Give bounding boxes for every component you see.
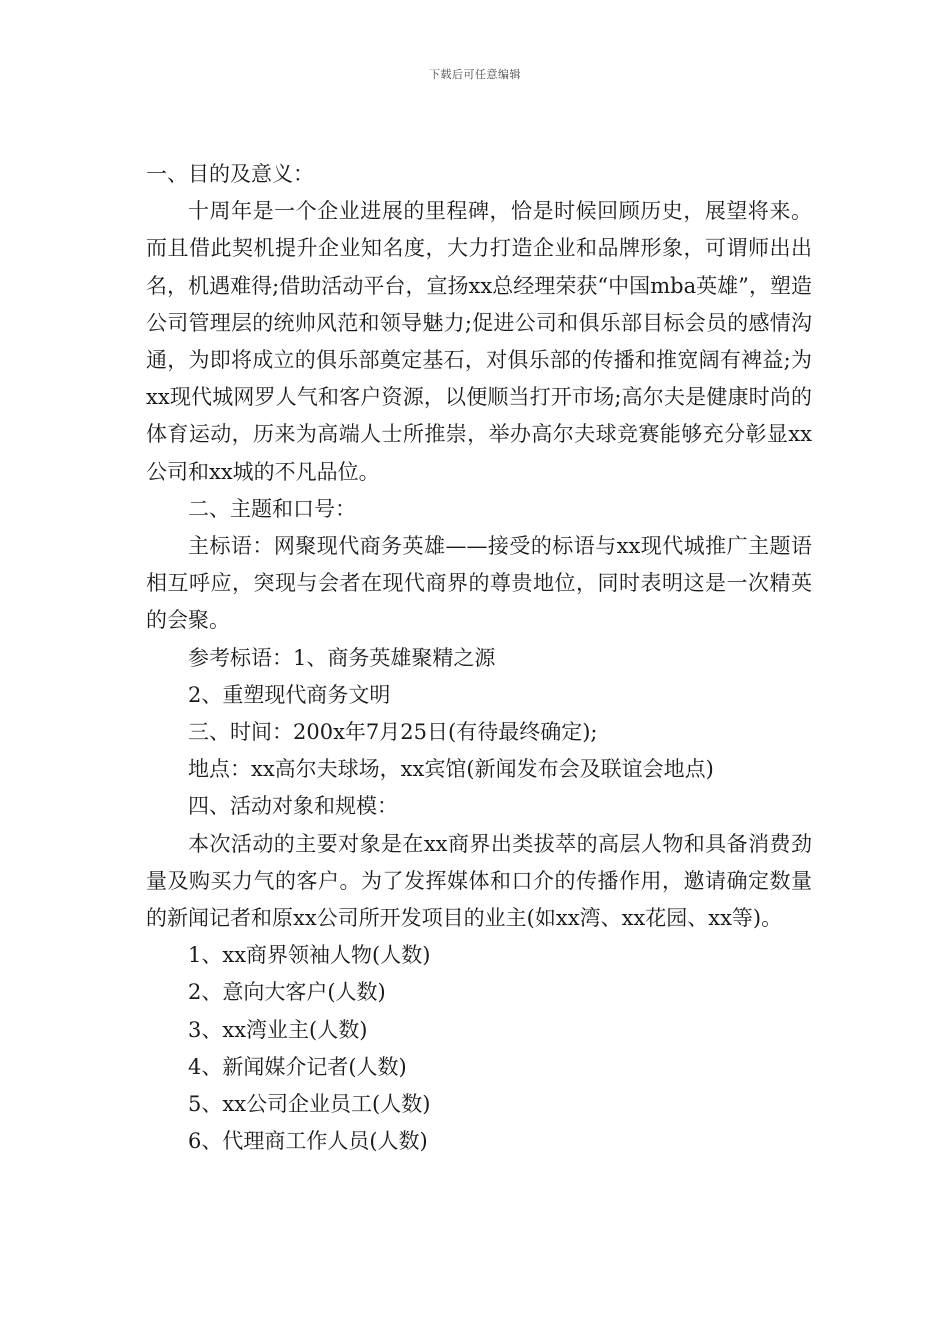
section-1-heading: 一、目的及意义： (146, 162, 314, 186)
list-item: 1、xx商界领袖人物(人数) (188, 943, 431, 968)
participant-list (146, 937, 812, 1160)
section-3-time: 三、时间：200x年7月25日(有待最终确定); (188, 720, 598, 745)
section-2-ref-slogan-2: 2、重塑现代商务文明 (188, 682, 391, 707)
document-body (146, 156, 812, 1160)
section-2-heading: 二、主题和口号： (188, 496, 356, 521)
section-1-body: 十周年是一个企业进展的里程碑，恰是时候回顾历史，展望将来。而且借此契机提升企业知名度，大力打造企业和品牌形象，可谓师出出名，机遇难得;借助活动平台，宣扬xx总经理荣获“中国mba英雄”，塑造公司管理层的统帅风范和领导魅力;促进公司和俱乐部目标会员的感情沟通，为即将成立的俱乐部奠定基石，对俱乐部的传播和推宽阔有裨益;为xx现代城网罗人气和客户资源，以便顺当打开市场;高尔夫是健康时尚的体育运动，历来为高端人士所推崇，举办高尔夫球竞赛能够充分彰显xx公司和xx城的不凡品位。 (146, 199, 812, 484)
list-item: 2、意向大客户(人数) (188, 980, 386, 1005)
section-4-body: 本次活动的主要对象是在xx商界出类拔萃的高层人物和具备消费劲量及购买力气的客户。为了发挥媒体和口介的传播作用，邀请确定数量的新闻记者和原xx公司所开发项目的业主(如xx湾、xx花园、xx等)。 (146, 831, 812, 931)
section-2-main-slogan: 主标语：网聚现代商务英雄——接受的标语与xx现代城推广主题语相互呼应，突现与会者在现代商界的尊贵地位，同时表明这是一次精英的会聚。 (146, 534, 812, 633)
list-item: 5、xx公司企业员工(人数) (188, 1092, 431, 1117)
list-item: 3、xx湾业主(人数) (188, 1017, 368, 1042)
list-item: 4、新闻媒介记者(人数) (188, 1054, 407, 1079)
page-header: 下载后可任意编辑 (429, 68, 521, 81)
section-4-heading: 四、活动对象和规模： (188, 794, 398, 819)
section-2-ref-slogan-1: 参考标语：1、商务英雄聚精之源 (188, 645, 496, 670)
section-3-place: 地点：xx高尔夫球场，xx宾馆(新闻发布会及联谊会地点) (188, 757, 714, 782)
list-item: 6、代理商工作人员(人数) (188, 1129, 428, 1154)
